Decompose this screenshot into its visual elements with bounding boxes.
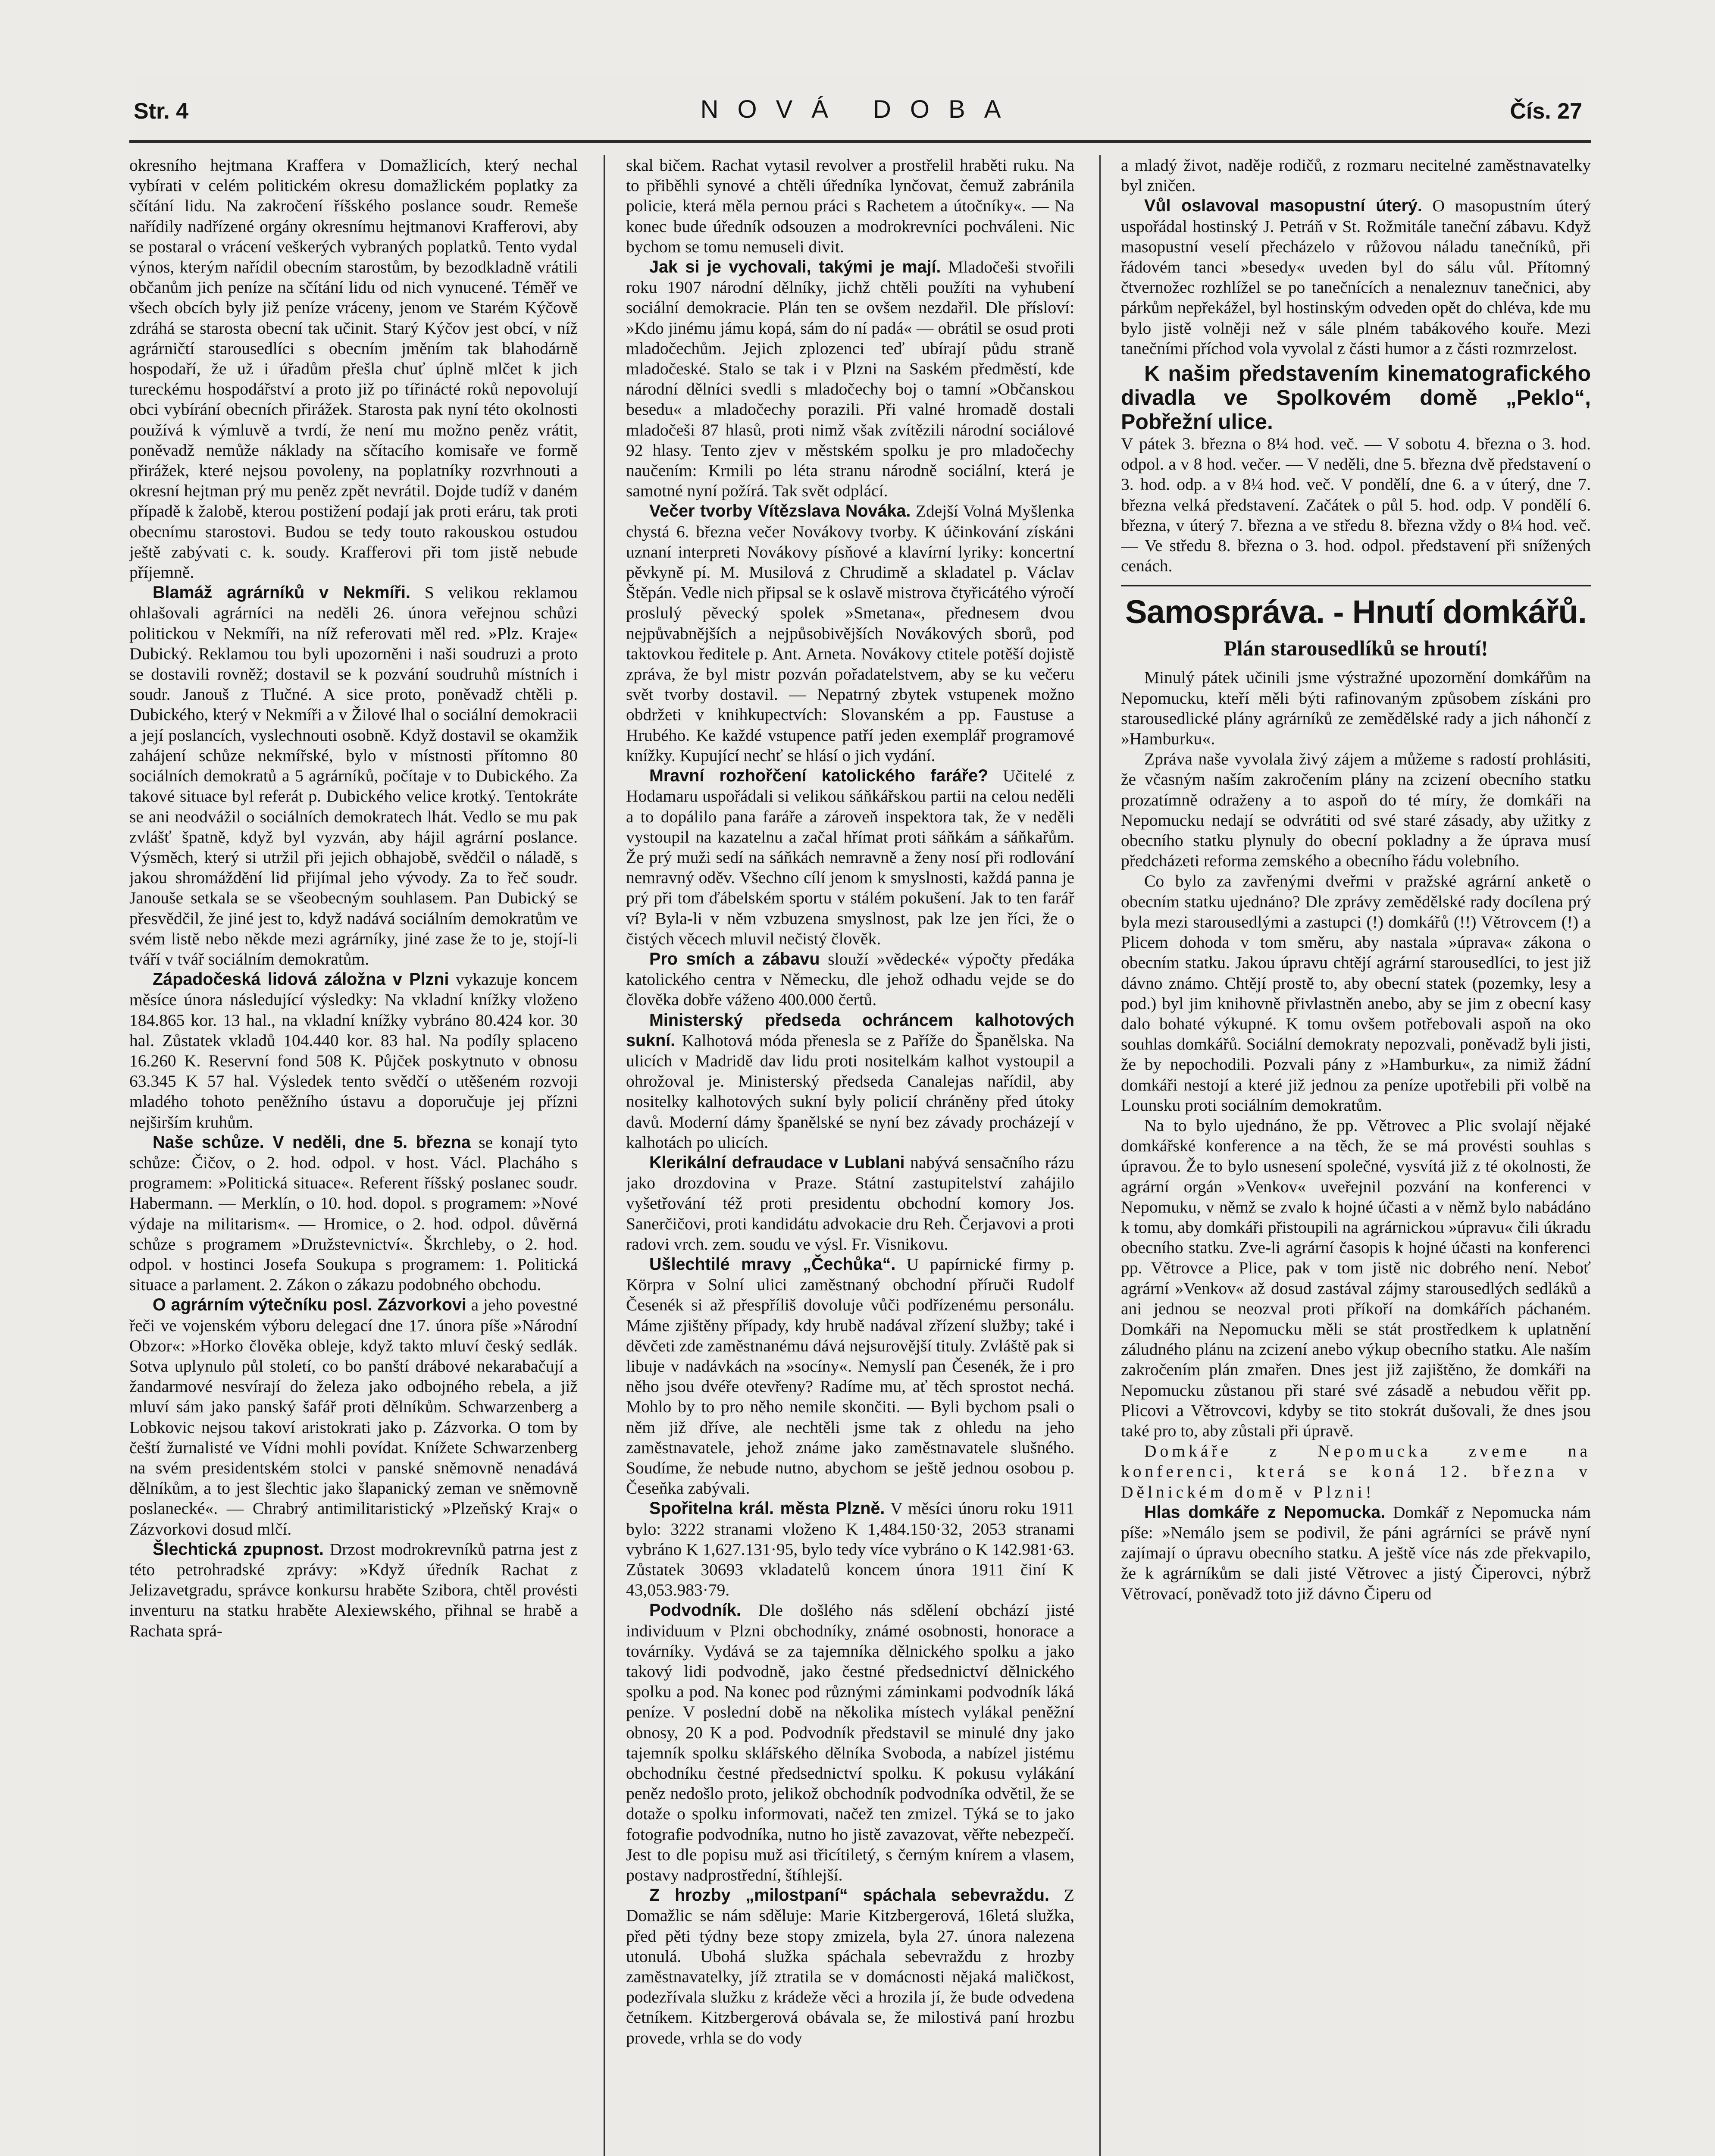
- article-heading: Ušlechtilé mravy „Čechůka“.: [649, 1254, 896, 1274]
- article-text: slouží »vědecké« výpočty předáka katolického centra v Německu, dle jehož odhadu vejde se do člověka dobře váženo 400.000 čertů.: [626, 949, 1074, 1009]
- article-heading: Hlas domkáře z Nepomucka.: [1144, 1502, 1386, 1522]
- article: [129, 1132, 578, 1295]
- newspaper-page: [129, 78, 1591, 2156]
- article: [626, 766, 1074, 949]
- article-text: okresního hejtmana Kraffera v Domažlicích, který nechal vybírati v celém politickém okresu domažlickém poplatky za sčítání lidu. Na zakročení říšského poslance soudr. Remeše nařídily nadřízené orgány okresnímu hejtmanovi Krafferovi, aby se postaral o vrácení veškerých vybraných poplatků. Tento vydal výnos, kterým nařídil obecním starostům, by bezodkladně vrátili občanům jich peníze na sčítání lidu od nich vynucené. Téměř ve všech obcích byly již peníze vráceny, jenom ve Starém Kýčově zdráhá se starosta obecní tak učinit. Starý Kýčov jest obcí, v níž agrárničtí starousedlíci s obecním jměním tak blahodárně hospodaří, že už i úřadům přešla chuť úplně mlčet k jich tureckému hospodářství a proto již po tířinácté roků nepovolují obci vybírání obecních přirážek. Starosta pak nyní této okolnosti používá k výmluvě a tvrdí, že není mu možno peněz vrátit, poněvadž nemůže náklady na sčítacího komisaře ve formě přirážek, které nejsou povoleny, na poplatníky rozvrhnouti a okresní hejtman prý mu peněz zpět nevrátil. Dojde tudíž v daném případě k žalobě, kterou postižení podají jak proti eráru, tak proti obecnímu starostovi. Budou se tedy touto rakouskou ostudou ještě zabývati c. k. soudy. Krafferovi při tom jistě nebude příjemně.: [129, 156, 578, 582]
- article-heading: Jak si je vychovali, takými je mají.: [649, 257, 941, 277]
- issue-number: Čís. 27: [1510, 99, 1582, 124]
- cinema-schedule: V pátek 3. března o 8¼ hod. več. — V sobotu 4. března o 3. hod. odpol. a v 8 hod. večer. — V neděli, dne 5. března dvě představení o 3. hod. odp. a v 8¼ hod. več. V pondělí, dne 6. a v úterý, dne 7. března velká představení. Začátek o půl 5. hod. odp. V pondělí 6. března, v úterý 7. března a ve středu 8. března vždy o 8¼ hod. več. — Ve středu 8. března o 3. hod. odpol. představení při snížených cenách.: [1121, 434, 1591, 576]
- article: [626, 1254, 1074, 1498]
- article-text: Domkáře z Nepomucka zveme na konferenci, která se koná 12. března v Dělnickém domě v Plzni!: [1121, 1442, 1591, 1501]
- article-heading: Naše schůze. V neděli, dne 5. března: [153, 1132, 471, 1152]
- column-divider: [604, 155, 605, 2156]
- article-text: Z Domažlic se nám sděluje: Marie Kitzbergerová, 16letá služka, před pěti týdny beze stopy zmizela, byla 27. února nalezena utonulá. Ubohá služka spáchala sebevraždu z hrozby zaměstnavatelky, jíž ztratila se v domácnosti nějaká maličkost, podezřívala služku z krádeže věci a hrozila jí, že bude odvedena četníkem. Kitzbergerová obávala se, že milostivá paní hrozbu provede, vrhla se do vody: [626, 1886, 1074, 2047]
- article-text: a mladý život, naděje rodičů, z rozmaru necitelné zaměstnavatelky byl zničen.: [1121, 156, 1591, 195]
- article-text: Domkář z Nepomucka nám píše: »Nemálo jsem se podivil, že páni agrárníci se právě nyní zajímají o úpravu obecního statku. A ještě více nás zde překvapilo, že k agrárníkům se dali jisté Větrovec a jistý Čiperovci, nýbrž Větrovací, poněvadž toto již dávno Čiperu od: [1121, 1502, 1591, 1603]
- article-heading: Spořitelna král. města Plzně.: [649, 1499, 885, 1518]
- article-text: Zpráva naše vyvolala živý zájem a můžeme s radostí prohlásiti, že včasným naším zakročením plány na zcizení obecního statku prozatímně odraženy a to aspoň do té míry, že domkáři na Nepomucku nedají se odvrátiti od své staré zásady, aby užitky z obecního statku plynuly do obecní pokladny a že úprava musí předcházeti reforma zemského a obecního řádu volebního.: [1121, 749, 1591, 871]
- article-text: se konají tyto schůze: Čičov, o 2. hod. odpol. v host. Václ. Placháho s programem: »Politická situace«. Referent říšský poslanec soudr. Habermann. — Merklín, o 10. hod. dopol. s programem: »Nové výdaje na militarism«. — Hromice, o 2. hod. odpol. důvěrná schůze s programem »Družstevnictví«. Škrchleby, o 2. hod. odpol. v hostinci Josefa Soukupa s programem: 1. Politická situace a parlament. 2. Zákon o zákazu podobného obchodu.: [129, 1132, 578, 1294]
- article-heading: Pro smích a zábavu: [649, 949, 820, 968]
- article: [626, 1885, 1074, 2048]
- article: [626, 1010, 1074, 1153]
- header-rule: [129, 140, 1591, 143]
- article-text: Co bylo za zavřenými dveřmi v pražské agrární anketě o obecním statku ujednáno? Dle zprávy zemědělské rady docílena prý byla mezi starousedlými a zastupci (!) domkářů (!!) Větrovcem (!) a Plicem dohoda v tom směru, aby nastala »úprava« zákona o obecním statku. Jakou úpravu chtějí agrární starousedlíci, to jest již dávno známo. Chtějí prostě to, aby obecní statek (pozemky, lesy a pod.) byl jim knihovně přivlastněn anebo, aby se jim z obecní kasy dalo bohaté výkupné. K tomu ovšem potřebovali aspoň na oko souhlas domkářů. Sociální demokraty nepozvali, poněvadž byli jisti, že by nepochodili. Pozvali pány z »Hamburku«, za nimiž žádní domkáři nestojí a které již jednou za peníze upotřebili při volbě na Lounsku proti sociálním demokratům.: [1121, 871, 1591, 1115]
- masthead-title: NOVÁ DOBA: [700, 95, 1020, 123]
- article-heading: Mravní rozhořčení katolického faráře?: [649, 766, 989, 786]
- article-text: Zdejší Volná Myšlenka chystá 6. března večer Novákovy tvorby. K účinkování získáni uznaní interpreti Novákovy písňové a klavírní lyriky: koncertní pěvkyně pí. M. Musilová z Chrudimě a skladatel p. Václav Štěpán. Vedle nich připsal se k oslavě mistrova čtyřicátého výročí proslulý pěvecký spolek »Smetana«, přednesem dvou nejpůvabnějších a nejpůsobivějších Novákových sborů, pod taktovkou ředitele p. Ant. Arneta. Novákovy ctitele potěší dojistě zpráva, že byl mistr pozván pořadatelstvem, aby se ku večeru svět tvorby dostavil. — Nepatrný zbytek vstupenek možno obdržeti v knihkupectvích: Slovanském a pp. Faustuse a Hrubého. Ke každé vstupence patří jeden exemplář programové knížky. Kupující nechť se hlásí o jich vydání.: [626, 501, 1074, 765]
- article-heading: Podvodník.: [649, 1601, 741, 1620]
- article-text: V měsíci únoru roku 1911 bylo: 3222 stranami vloženo K 1,484.150·32, 2053 stranami vybráno K 1,627.131·95, bylo tedy více vybráno o K 142.981·63. Zůstatek 30693 vkladatelů koncem února 1911 činí K 43,053.983·79.: [626, 1499, 1074, 1600]
- article-text: O masopustním úterý uspořádal hostinský J. Petráň v St. Rožmitále taneční zábavu. Když masopustní veselí přecházelo v růžovou náladu tanečníků, při řádovém tanci »besedy« uveden byl do sálu vůl. Přítomný čtvernožec rozhlížel se po tanečnících a nenaleznuv tanečnici, aby párkům nepřekážel, byl hostinským odveden opět do chléva, kde mu bylo jistě volněji než v sále plném tabákového kouře. Mezi tanečními příchod vola vyvolal z části humor a z části rozmrzelost.: [1121, 196, 1591, 358]
- article-heading: O agrárním výtečníku posl. Zázvorkovi: [153, 1295, 466, 1315]
- column-divider: [1099, 155, 1101, 2156]
- article: [626, 501, 1074, 766]
- article: [129, 1539, 578, 1641]
- article-heading: Ministerský předseda ochráncem kalhotových sukní.: [626, 1010, 1074, 1050]
- article-heading: Z hrozby „milostpaní“ spáchala sebevraždu.: [649, 1886, 1049, 1905]
- article-text: Dle došlého nás sdělení obchází jisté individuum v Plzni obchodníky, známé osobnosti, honorace a továrníky. Vydává se za tajemníka dělnického spolku a jako takový lidi podvodně, jako čestné předsednictví dělnického spolku a pod. Na konec pod různými záminkami podvodník láká peníze. V poslední době na několika místech vylákal peněžní obnosy, 20 K a pod. Podvodník představil se minulé dny jako tajemník spolku sklářského dělníka Svoboda, a nabízel jistému obchodníku čestné předsednictví spolku. K pokusu vylákání peněz nedošlo proto, jelikož obchodník podvodníka odvětil, že se dotaže o spolku informovati, načež ten zmizel. Týká se to jako fotografie podvodníka, nutno ho jistě zavazovat, věřte nebezpečí. Jest to dle popisu muž asi třicítiletý, s černým knírem a vlasem, postavy nadprostřední, štíhlejší.: [626, 1601, 1074, 1885]
- article-heading: Šlechtická zpupnost.: [153, 1539, 324, 1559]
- article-heading: Blamáž agrárníků v Nekmíři.: [153, 583, 410, 602]
- article-heading: Večer tvorby Vítězslava Nováka.: [649, 501, 911, 521]
- article-text: Drzost modrokrevníků patrna jest z této petrohradské zprávy: »Když úředník Rachat z Jelizavetgradu, správce konkursu hraběte Szibora, chtěl provésti inventuru na statku hraběte Alexiewského, přihnal se hrabě a Rachata sprá-: [129, 1539, 578, 1640]
- article: [129, 969, 578, 1132]
- article-text: U papírnické firmy p. Körpra v Solní ulici zaměstnaný obchodní příruči Rudolf Česenék si až přespříliš dovoluje vůči podřízenému personálu. Máme zjištěny případy, kdy hrubě nadával zřízení služby; také i děvčeti zde zaměstnanému dává nejsurovější tituly. Zvláště pak si libuje v nadávkách na »socíny«. Nemyslí pan Česenék, že i pro něho jsou dvéře otevřeny? Radíme mu, ať těch sprostot nechá. Mohlo by to pro něho nemile skončiti. — Byli bychom psali o něm již dříve, ale nechtěli jsme tak z ohledu na jeho zaměstnavatele, jehož známe jako zaměstnavatele slušného. Soudíme, že nebude nutno, abychom se ještě jednou osobou p. Česeňka zabývali.: [626, 1254, 1074, 1498]
- article-heading: Západočeská lidová záložna v Plzni: [153, 970, 449, 989]
- article-text: Na to bylo ujednáno, že pp. Větrovec a Plic svolají nějaké domkářské konference a na těch, že se má provésti souhlas s úpravou. Že to bylo usnesení společné, vysvítá již z té okolnosti, že agrární orgán »Venkov« uveřejnil pozvání na konferenci v Nepomuku, v němž se zvalo k hojné účasti a v němž bylo nabádáno k tomu, aby domkáři přistoupili na agrárnickou »úpravu« čili úkradu obecního statku. Zve-li agrární časopis k hojné účasti na konferenci pp. Větrovce a Plice, pak v tom jistě nic dobrého není. Neboť agrární »Venkov« až dosud zastával zájmy starousedlých sedláků a ani jednou se neozval proti příkoří na domkářích páchaném. Domkáři na Nepomucku měli se stát prostředkem k uplatnění záludného plánu na zcizení anebo výkup obecního statku. Ale naším zakročením plán zmařen. Dnes jest již zajištěno, že domkáři na Nepomucku zůstanou při staré své zásadě a nebudou věřit pp. Plicovi a Větrovcovi, kdyby se tito stokrát dušovali, že dnes jsou také pro to, aby zůstali při úpravě.: [1121, 1116, 1591, 1440]
- article-text: nabývá sensačního rázu jako drozdovina v Praze. Státní zastupitelství zahájilo vyšetřování též proti presidentu obchodní komory Jos. Sanerčičovi, proti kandidátu advokacie dru Reh. Čerjavovi a proti radovi vrch. zem. soudu ve výsl. Fr. Visnikovu.: [626, 1153, 1074, 1253]
- article: [626, 1498, 1074, 1600]
- article: [626, 1600, 1074, 1885]
- page-number: Str. 4: [134, 99, 189, 124]
- article: [129, 1295, 578, 1539]
- section-headline: Samospráva. - Hnutí domkářů.: [1125, 594, 1587, 631]
- section-rule: [1121, 585, 1591, 586]
- cinema-heading: K našim představením kinematografického divadla ve Spolkovém domě „Peklo“, Pobřežní ulice.: [1121, 361, 1591, 434]
- article-text: Minulý pátek učinili jsme výstražné upozornění domkářům na Nepomucku, kteří měli býti rafinovaným způsobem získáni pro starousedlické plány agrárníků ze zemědělské rady a jich náhončí z »Hamburku«.: [1121, 668, 1591, 749]
- article-text: Kalhotová móda přenesla se z Paříže do Španělska. Na ulicích v Madridě dav lidu proti nositelkám kalhot vystoupil a ohrožoval je. Ministerský předseda Canalejas nařídil, aby nositelky kalhotových sukní byly policií chráněny před útoky davů. Moderní dámy španělské se nyní bez závady procházejí v kalhotách po ulicích.: [626, 1031, 1074, 1152]
- article-heading: Vůl oslavoval masopustní úterý.: [1144, 196, 1422, 216]
- article: [626, 257, 1074, 501]
- section-subheadline: Plán starousedlíků se hroutí!: [1224, 636, 1488, 661]
- article-text: Mladočeši stvořili roku 1907 národní dělníky, jichž chtěli použíti na vyhubení sociální demokracie. Plán ten se ovšem nezdařil. Dle přísloví: »Kdo jinému jámu kopá, sám do ní padá« — obrátil se osud proti mladočechům. Jejich zplozenci teď ubírají půdu straně mladočeské. Stalo se tak i v Plzni na Saském předměstí, kde národní dělníci svedli s mladočechy boj o tamní »Občanskou besedu« a mladočechy porazili. Při valné hromadě dostali mladočeši 87 hlasů, proti nimž však zvítězili národní sociálové 92 hlasy. Tento zjev v městském spolku je pro mladočechy naučením: Krmili po léta stranu národně sociální, která je samotné nyní požírá. Tak svět odplácí.: [626, 257, 1074, 501]
- column-3: [1121, 155, 1591, 2156]
- article: [626, 949, 1074, 1010]
- article: [626, 1153, 1074, 1254]
- article-text: skal bičem. Rachat vytasil revolver a prostřelil hraběti ruku. Na to přiběhli synové a chtěli úředníka lynčovat, čemuž zabránila policie, která měla pernou práci s Rachetem a útočníky«. — Na konec bude úředník odsouzen a modrokrevníci pochváleni. Nic bychom se tomu nemuseli divit.: [626, 156, 1074, 256]
- column-2: [626, 155, 1074, 2156]
- article-text: a jeho povestné řeči ve vojenském výboru delegací dne 17. února píše »Národní Obzor«: »Horko člověka obleje, když takto mluví český sedlák. Sotva uplynulo půl století, co bo panští drábové nekarabačují a žandarmové nesvírají do železa jako odbojného rebela, a již mluví sám jako panský šafář proti dělníkům. Schwarzenberg a Lobkovic nejsou takoví aristokrati jako p. Zázvorka. O tom by čeští žurnalisté ve Vídni mohli povídat. Knížete Schwarzenberg na svém presidentském stolci v panské sněmovně nenadává dělníkům, a to jest šlechtic jako šlapanický zeman ve sněmovně poslanecké«. — Chrabrý antimilitaristický »Plzeňský Kraj« o Zázvorkovi dosud mlčí.: [129, 1295, 578, 1539]
- article-text: S velikou reklamou ohlašovali agrárníci na neděli 26. února veřejnou schůzi politickou v Nekmíři, na níž referovati měl red. »Plz. Kraje« Dubický. Reklamou tou byli upozorněni i naši soudruzi a proto se dostavili rovněž; dostavil se k pozvání soudruhů místních i soudr. Janouš z Tlučné. A sice proto, poněvadž chtěli p. Dubického, který v Nekmíři a v Žilové lhal o sociální demokracii a její poslancích, vyslechnouti osobně. Když dostavil se okamžik zahájení schůze nekmířské, bylo v místnosti přítomno 80 sociálních demokratů a 5 agrárníků, počítaje v to Dubického. Za takové situace byl referát p. Dubického velice krotký. Tentokráte se ani neodvážil o sociálních demokratech lhát. Vedlo se mu pak zvlášť špatně, když byl vyzván, aby hájil agrární poslance. Výsměch, který si utržil při jejich obhajobě, svědčil o náladě, s jakou shromáždění lid přijímal jeho vývody. Za to řeč soudr. Janouše setkala se se všeobecným souhlasem. Pan Dubický se přesvědčil, že jiné jest to, když nadává sociálním demokratům ve svém listě nebo někde mezi agrárníky, jiné zase že to je, stojí-li tváří v tvář sociálním demokratům.: [129, 583, 578, 968]
- page-header: [129, 91, 1591, 138]
- article: [1121, 196, 1591, 359]
- article-text: Učitelé z Hodamaru uspořádali si velikou sáňkářskou partii na celou neděli a to dopálilo pana faráře a zároveň inspektora tak, že v neděli vystoupil na kazatelnu a začal hřímat proti sáňkám a sáňkařům. Že prý muži sedí na sáňkách nemravně a ženy nosí při rodlování nemravný oděv. Všechno cílí jenom k smyslnosti, každá panna je prý při tom ďábelském sportu v stálém pokušení. Jak to ten farář ví? Byla-li v něm vzbuzena smyslnost, pak lze jen říci, že o čistých věcech mluvil nečistý člověk.: [626, 766, 1074, 948]
- article: [1121, 1502, 1591, 1604]
- article-heading: Klerikální defraudace v Lublani: [649, 1153, 905, 1172]
- article: [129, 583, 578, 969]
- article-text: vykazuje koncem měsíce února následující výsledky: Na vkladní knížky vloženo 184.865 kor. 13 hal., na vkladní knížky vybráno 80.424 kor. 30 hal. Zůstatek vkladů 104.440 kor. 83 hal. Na podíly splaceno 16.260 K. Reservní fond 508 K. Půjček poskytnuto v obnosu 63.345 K 57 hal. Výsledek tento svědčí o utěšeném rozvoji mladého tohoto peněžního ústavu a doporučuje jej přízni nejširším kruhům.: [129, 970, 578, 1131]
- column-1: [129, 155, 578, 2156]
